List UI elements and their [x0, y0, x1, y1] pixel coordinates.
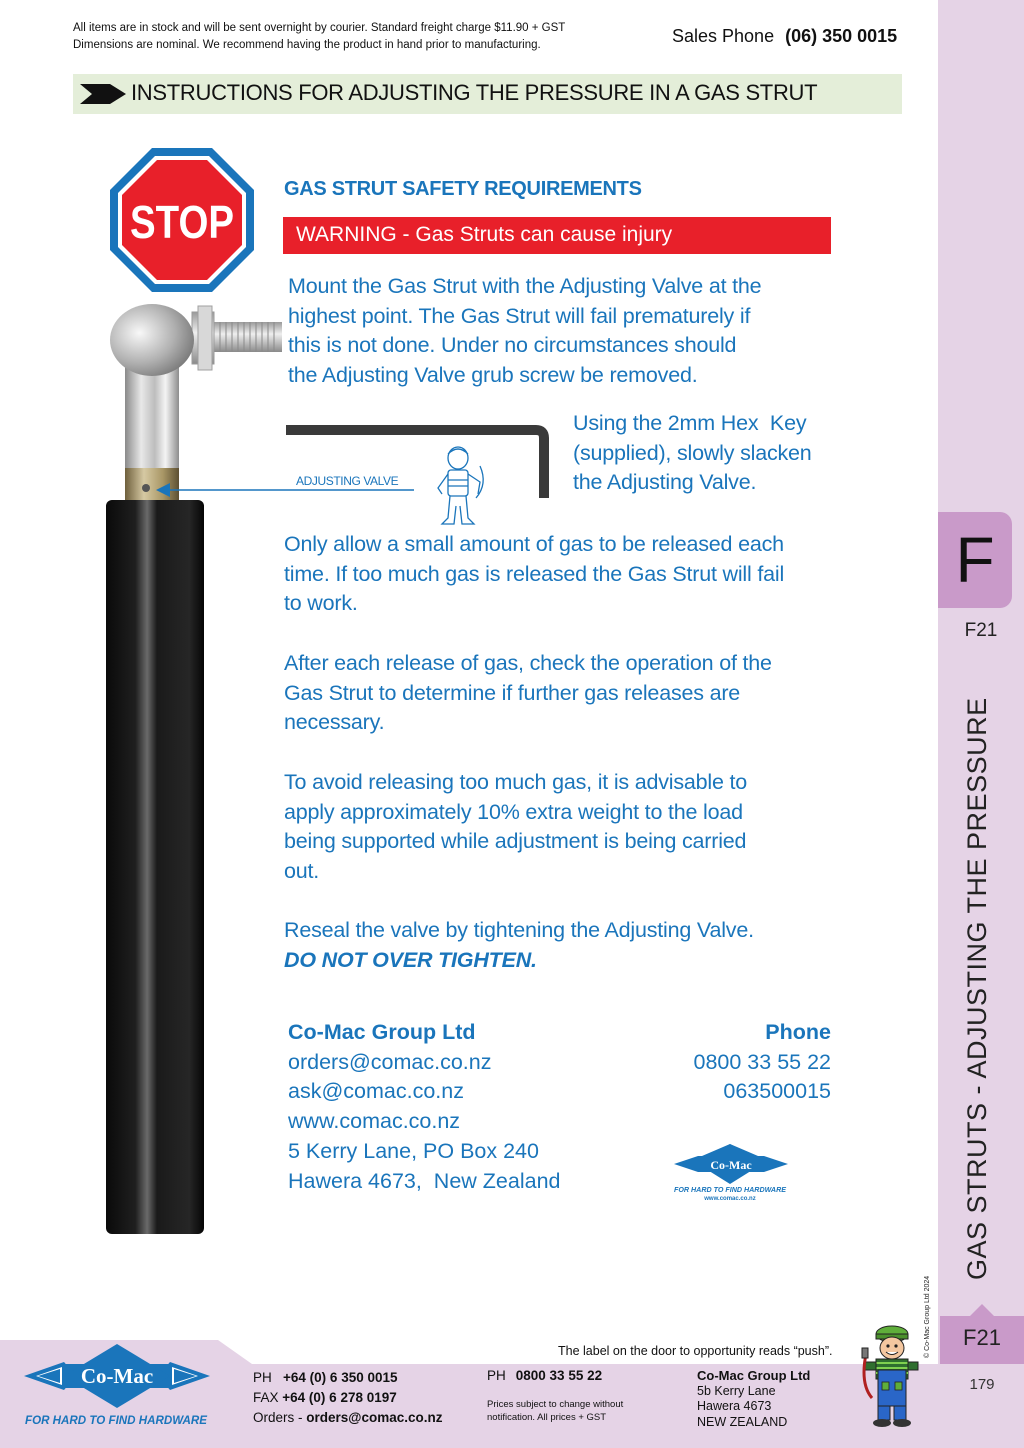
footer-orders-label: Orders - — [253, 1410, 303, 1425]
sales-phone — [672, 26, 897, 47]
footer-phone-line — [253, 1368, 443, 1388]
logo-brand-text: Co-Mac — [710, 1158, 752, 1172]
text-line: time. If too much gas is released the Gas Strut will fail — [284, 561, 785, 586]
copyright-text: © Co-Mac Group Ltd 2024 — [924, 1275, 931, 1358]
stop-sign-icon — [110, 148, 254, 292]
footer-address-line-2: Hawera 4673 — [697, 1399, 772, 1413]
text-line: this is not done. Under no circumstances should — [288, 333, 737, 358]
footer-ph2-label: PH — [487, 1368, 506, 1383]
logo-url-text: www.comac.co.nz — [704, 1196, 756, 1202]
vertical-section-title: GAS STRUTS - ADJUSTING THE PRESSURE — [962, 697, 992, 1280]
adjusting-valve-label: ADJUSTING VALVE — [296, 474, 399, 488]
text-line: highest point. The Gas Strut will fail prematurely if — [288, 303, 751, 328]
footer-freephone — [487, 1368, 602, 1383]
small-release-instruction — [284, 530, 844, 619]
comac-logo-footer — [24, 1344, 210, 1428]
text-line: (supplied), slowly slacken — [573, 440, 812, 465]
stop-sign-text: STOP — [130, 196, 234, 248]
contact-company: Co-Mac Group Ltd — [288, 1020, 476, 1044]
hex-key-illustration — [286, 424, 552, 500]
contact-address-2: Hawera 4673, New Zealand — [288, 1168, 561, 1193]
do-not-over-tighten: DO NOT OVER TIGHTEN. — [284, 947, 537, 972]
safety-heading: GAS STRUT SAFETY REQUIREMENTS — [284, 178, 642, 200]
text-line: Only allow a small amount of gas to be released each — [284, 532, 784, 556]
mascot-sketch-icon — [430, 444, 490, 528]
mount-instruction — [288, 272, 848, 391]
footer-orders-line — [253, 1408, 443, 1428]
contact-orders-email[interactable]: orders@comac.co.nz — [288, 1049, 492, 1074]
prices-line-1: Prices subject to change without — [487, 1399, 624, 1410]
text-line: out. — [284, 859, 320, 884]
section-letter: F — [955, 524, 995, 596]
footer-logo-brand: Co-Mac — [80, 1364, 154, 1388]
extra-weight-instruction — [284, 768, 844, 887]
mascot-icon — [858, 1324, 922, 1428]
footer-quote: The label on the door to opportunity reads “push”. — [558, 1344, 833, 1358]
footer-ph-number[interactable]: +64 (0) 6 350 0015 — [283, 1370, 398, 1385]
footer-ph2-number[interactable]: 0800 33 55 22 — [515, 1368, 603, 1383]
phone-block — [640, 1018, 831, 1107]
logo-tagline-text: FOR HARD TO FIND HARDWARE — [674, 1185, 787, 1194]
sales-phone-label: Sales Phone — [672, 26, 775, 46]
text-line: To avoid releasing too much gas, it is advisable to — [284, 770, 748, 794]
footer-orders-email[interactable]: orders@comac.co.nz — [306, 1410, 443, 1425]
text-line: the Adjusting Valve. — [573, 470, 757, 495]
warning-text: WARNING - Gas Struts can cause injury — [296, 223, 673, 246]
phone-number-2[interactable]: 063500015 — [723, 1079, 831, 1104]
contact-website[interactable]: www.comac.co.nz — [288, 1109, 461, 1134]
footer-prices-note — [487, 1398, 647, 1424]
gas-strut-illustration — [100, 296, 290, 1236]
contact-ask-email[interactable]: ask@comac.co.nz — [288, 1079, 464, 1104]
text-line: the Adjusting Valve grub screw be removed. — [288, 363, 698, 388]
footer-address — [697, 1368, 810, 1430]
check-operation-instruction — [284, 649, 844, 738]
footer-ph-label: PH — [253, 1370, 272, 1385]
bottom-section-code: F21 — [963, 1325, 1001, 1350]
text-line: Mount the Gas Strut with the Adjusting Valve at the — [288, 274, 762, 298]
footer-address-company: Co-Mac Group Ltd — [697, 1368, 811, 1383]
text-line: being supported while adjustment is being carried — [284, 829, 747, 854]
notice-line-2: Dimensions are nominal. We recommend having the product in hand prior to manufacturing. — [73, 39, 541, 51]
footer-logo-tagline: FOR HARD TO FIND HARDWARE — [25, 1413, 208, 1427]
contact-address-1: 5 Kerry Lane, PO Box 240 — [288, 1138, 539, 1163]
notice-line-1: All items are in stock and will be sent overnight by courier. Standard freight charge $11.90 + GST — [73, 22, 566, 34]
sales-phone-number[interactable]: (06) 350 0015 — [785, 26, 898, 46]
prices-line-2: notification. All prices + GST — [487, 1412, 607, 1423]
chevron-arrow-icon — [80, 84, 126, 104]
comac-logo-small — [672, 1144, 790, 1202]
section-code: F21 — [964, 620, 998, 641]
bottom-tab-notch — [970, 1304, 994, 1316]
contact-block — [288, 1018, 561, 1196]
reseal-instruction — [284, 916, 844, 975]
footer-fax-label: FAX — [253, 1390, 279, 1405]
footer-address-line-1: 5b Kerry Lane — [697, 1383, 776, 1398]
text-line: After each release of gas, check the operation of the — [284, 651, 772, 675]
banner-title: INSTRUCTIONS FOR ADJUSTING THE PRESSURE IN A GAS STRUT — [131, 80, 818, 105]
stock-notice — [73, 20, 565, 54]
phone-heading: Phone — [765, 1020, 831, 1044]
text-line: Gas Strut to determine if further gas releases are — [284, 680, 741, 705]
text-line: Using the 2mm Hex Key — [573, 411, 807, 435]
footer-fax-number: +64 (0) 6 278 0197 — [282, 1390, 397, 1405]
page-number: 179 — [969, 1376, 995, 1393]
footer-fax-line — [253, 1388, 443, 1408]
text-line: apply approximately 10% extra weight to the load — [284, 799, 743, 824]
text-line: Reseal the valve by tightening the Adjusting Valve. — [284, 918, 754, 942]
footer-contact-lines — [253, 1368, 443, 1428]
phone-number-1[interactable]: 0800 33 55 22 — [693, 1049, 831, 1074]
hex-key-instruction — [573, 409, 843, 498]
text-line: to work. — [284, 591, 358, 616]
footer-address-line-3: NEW ZEALAND — [697, 1414, 788, 1429]
text-line: necessary. — [284, 710, 385, 735]
